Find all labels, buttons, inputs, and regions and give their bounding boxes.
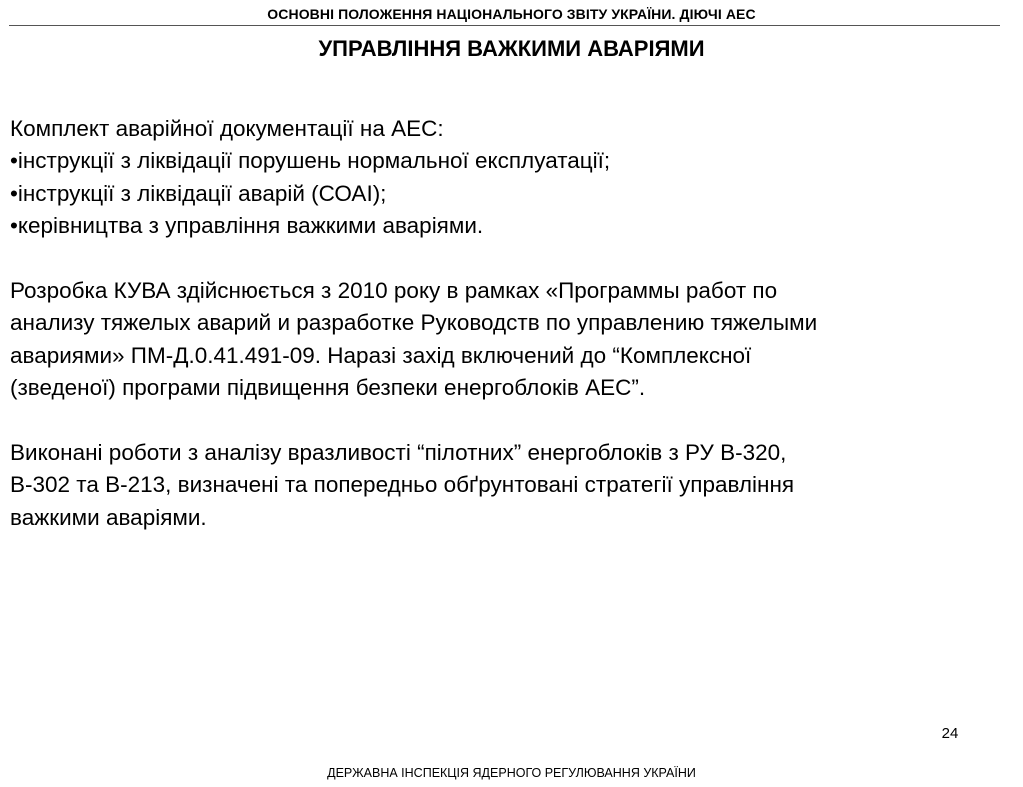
completed-work-paragraph xyxy=(10,437,1015,534)
paragraph-spacer xyxy=(10,405,1015,437)
list-item: •керівництва з управління важкими аваріями. xyxy=(10,213,484,239)
header-title: ОСНОВНІ ПОЛОЖЕННЯ НАЦІОНАЛЬНОГО ЗВІТУ УКРАЇНИ. ДІЮЧІ АЕС xyxy=(267,6,756,22)
list-item: •інструкції з ліквідації аварій (СОАІ); xyxy=(10,180,387,206)
paragraph-spacer xyxy=(10,243,1015,275)
page-number: 24 xyxy=(941,725,959,742)
text-line: Виконані роботи з аналізу вразливості “пілотних” енергоблоків з РУ В-320, xyxy=(10,440,787,466)
list-item: •інструкції з ліквідації порушень нормальної експлуатації; xyxy=(10,148,611,174)
footer-text: ДЕРЖАВНА ІНСПЕКЦІЯ ЯДЕРНОГО РЕГУЛЮВАННЯ УКРАЇНИ xyxy=(327,766,696,780)
text-line: авариями» ПМ-Д.0.41.491-09. Наразі захід включений до “Комплексної xyxy=(10,342,752,368)
text-line: анализу тяжелых аварий и разработке Руководств по управлению тяжелыми xyxy=(10,310,818,336)
text-line: Розробка КУВА здійснюється з 2010 року в рамках «Программы работ по xyxy=(10,278,778,304)
slide-body xyxy=(10,113,1015,534)
documentation-intro: Комплект аварійної документації на АЕС: xyxy=(10,116,444,141)
documentation-list xyxy=(10,113,1015,243)
text-line: важкими аваріями. xyxy=(10,504,207,530)
header-divider xyxy=(9,25,1000,26)
development-paragraph xyxy=(10,275,1015,405)
slide-heading: УПРАВЛІННЯ ВАЖКИМИ АВАРІЯМИ xyxy=(318,36,705,61)
text-line: В-302 та В-213, визначені та попередньо обґрунтовані стратегії управління xyxy=(10,472,795,498)
text-line: (зведеної) програми підвищення безпеки енергоблоків АЕС”. xyxy=(10,375,646,401)
